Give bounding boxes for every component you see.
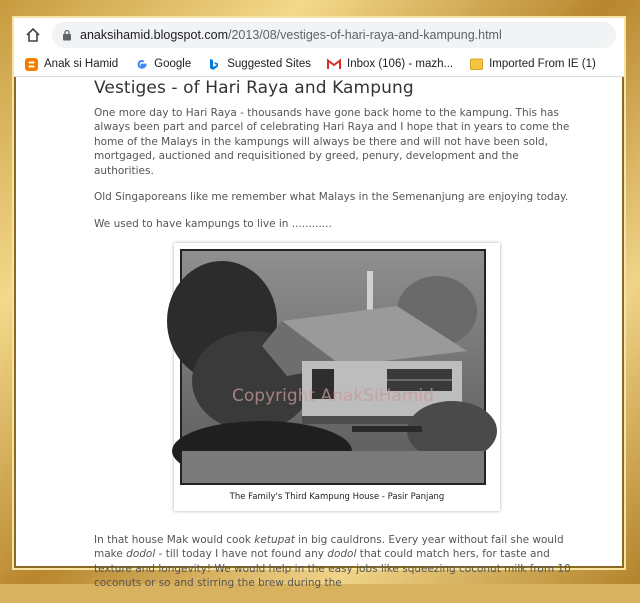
google-icon: [134, 57, 148, 71]
address-bar-row: [14, 18, 624, 52]
url-input[interactable]: [52, 22, 616, 48]
text-run: - till today I have not found any: [155, 548, 328, 560]
bing-icon: [207, 57, 221, 71]
post-paragraph-4: [94, 533, 580, 591]
bookmark-inbox[interactable]: [327, 57, 453, 71]
url-path: /2013/08/vestiges-of-hari-raya-and-kampung.html: [228, 28, 502, 42]
italic-ketupat: ketupat: [254, 533, 295, 546]
bookmark-label: Inbox (106) - mazh...: [347, 58, 454, 70]
lock-icon[interactable]: [62, 29, 72, 41]
blogger-icon: [24, 57, 38, 71]
text-run: In that house Mak would cook: [94, 533, 255, 546]
photo-caption: The Family's Third Kampung House - Pasir Panjang: [229, 492, 445, 502]
blog-post: [94, 77, 580, 603]
gmail-icon: [327, 57, 341, 71]
url-host: anaksihamid.blogspot.com: [80, 28, 228, 42]
bookmark-imported-from-ie[interactable]: [469, 57, 596, 71]
post-paragraph-2: Old Singaporeans like me remember what Malays in the Semenanjung are enjoying today.: [94, 191, 569, 203]
text-run: in big cauldrons. Every year without fail she would make: [94, 533, 564, 560]
text-run: that could match hers, for taste and texture and longevity! We would help in the easy jobs like squeezing coconut milk from 10 coconuts or so and stirring the brew during the: [94, 548, 571, 589]
browser-window: [14, 18, 624, 589]
photo-illustration: [182, 251, 484, 483]
bookmark-google[interactable]: [134, 57, 191, 71]
bookmarks-bar: [14, 52, 624, 77]
bookmark-suggested-sites[interactable]: [207, 57, 311, 71]
folder-icon: [469, 57, 483, 71]
bookmark-label: Imported From IE (1): [489, 58, 596, 70]
bookmark-label: Google: [154, 58, 192, 70]
home-icon[interactable]: [24, 26, 42, 44]
italic-dodol: dodol: [126, 548, 156, 560]
bookmark-anak-si-hamid[interactable]: [24, 57, 118, 71]
kampung-house-photo[interactable]: [180, 249, 486, 485]
post-paragraph-1: One more day to Hari Raya - thousands have gone back home to the kampung. This has always been part and parcel of celebrating Hari Raya and I hope that in years to come the home of the Malays in the kampungs will always be there and will not have been sold, mortgaged, auctioned and requisitioned by greed, penury, development and the authorities.: [94, 106, 570, 177]
post-paragraph-3: We used to have kampungs to live in ............: [94, 217, 332, 230]
post-title[interactable]: Vestiges - of Hari Raya and Kampung: [94, 78, 414, 98]
italic-dodol: dodol: [327, 548, 357, 560]
photo-figure: [174, 243, 500, 511]
bookmark-label: Anak si Hamid: [44, 58, 119, 70]
bookmark-label: Suggested Sites: [227, 58, 311, 70]
photo-watermark: Copyright AnakSiHamid: [232, 386, 434, 406]
